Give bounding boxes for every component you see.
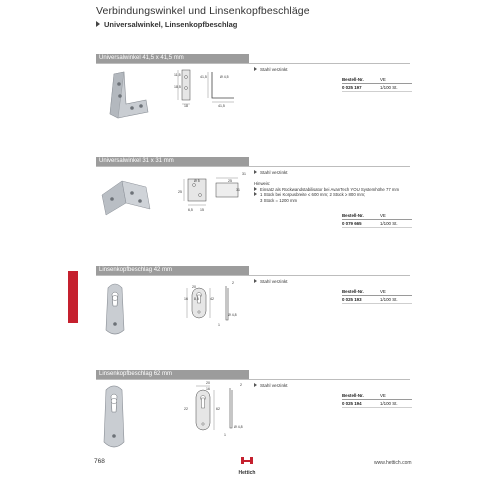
section-divider <box>96 379 410 380</box>
dim-label: 1 <box>218 323 220 327</box>
section-bar: Linsenkopfbeschlag 62 mm <box>96 370 249 379</box>
dim-label: 20 <box>206 381 210 385</box>
order-table <box>342 288 412 304</box>
dim-label: 25 <box>228 179 232 183</box>
bullet-triangle-icon <box>254 192 257 196</box>
material-spec: Stahl verzinkt <box>254 279 288 285</box>
dim-label: 6,5 <box>188 208 193 212</box>
angle-bracket-photo <box>102 70 150 122</box>
order-number: 0 025 197 <box>342 85 362 90</box>
section-linsenkopf-62 <box>96 370 410 437</box>
dim-label: 2 <box>232 281 234 285</box>
material-spec: Stahl verzinkt <box>254 170 288 176</box>
order-header-number: Bestell-Nr. <box>342 289 364 294</box>
dim-label: Ø 5 <box>194 179 200 183</box>
order-header-ve: VE <box>380 213 386 218</box>
chapter-tab <box>68 271 78 323</box>
bullet-triangle-icon <box>254 187 257 191</box>
hint-line: 3 Stück = 1200 mm <box>260 197 298 203</box>
section-linsenkopf-42 <box>96 266 410 327</box>
page-title: Verbindungswinkel und Linsenkopfbeschläge <box>96 5 310 17</box>
order-header-ve: VE <box>380 393 386 398</box>
section-divider <box>96 166 410 167</box>
bullet-triangle-icon <box>254 67 257 71</box>
page-number: 768 <box>94 458 105 465</box>
order-number: 0 079 665 <box>342 221 362 226</box>
section-bar: Linsenkopfbeschlag 42 mm <box>96 266 249 275</box>
angle-bracket-small-photo <box>98 173 154 221</box>
dim-label: 31 <box>236 188 240 192</box>
bullet-triangle-icon <box>96 21 100 27</box>
lens-head-fitting-long-photo <box>100 382 128 452</box>
hint-title: Hinweis: <box>254 181 271 186</box>
dim-label: 31 <box>242 172 246 176</box>
order-header-number: Bestell-Nr. <box>342 77 364 82</box>
hettich-logo-icon <box>240 456 254 465</box>
section-divider <box>96 275 410 276</box>
dim-label: 16 <box>206 387 210 391</box>
order-number: 0 025 193 <box>342 297 362 302</box>
order-table <box>342 212 412 228</box>
section-universalwinkel-31 <box>96 157 410 226</box>
order-ve: 1/100 St. <box>380 297 398 302</box>
lens-head-fitting-drawing <box>182 280 242 328</box>
dim-label: 18 <box>184 104 188 108</box>
dim-label: 41,5 <box>218 104 225 108</box>
dim-label: Ø 4,8 <box>234 425 243 429</box>
order-table <box>342 392 412 408</box>
section-universalwinkel-41 <box>96 54 410 108</box>
hint-note <box>254 181 404 203</box>
dim-label: 8,5 <box>194 297 199 301</box>
dim-label: 62 <box>216 407 220 411</box>
dim-label: 20 <box>192 285 196 289</box>
bullet-triangle-icon <box>254 383 257 387</box>
page-subtitle-text: Universalwinkel, Linsenkopfbeschlag <box>104 20 238 29</box>
section-divider <box>96 63 410 64</box>
dim-label: 1 <box>224 433 226 437</box>
dim-label: 16 <box>184 297 188 301</box>
dim-label: 42 <box>210 297 214 301</box>
order-header-number: Bestell-Nr. <box>342 213 364 218</box>
dim-label: 18,5 <box>174 85 181 89</box>
order-ve: 1/100 St. <box>380 221 398 226</box>
material-spec: Stahl verzinkt <box>254 383 288 389</box>
lens-head-fitting-photo <box>102 280 128 340</box>
dim-label: 22 <box>184 407 188 411</box>
hint-line: 1 Stück bei Korpusbreite ≤ 600 mm; 2 Stück ≥ 800 mm; <box>254 192 404 198</box>
page-subtitle <box>96 20 237 29</box>
section-bar: Universalwinkel 41,5 x 41,5 mm <box>96 54 249 63</box>
material-spec: Stahl verzinkt <box>254 67 288 73</box>
hettich-logo <box>232 452 262 476</box>
dim-label: 41,5 <box>200 75 207 79</box>
order-ve: 1/100 St. <box>380 85 398 90</box>
hint-line: Einsatz als Rückwandstabilisator bei AvanTech YOU Systemhöhe 77 mm <box>254 187 404 193</box>
order-header-ve: VE <box>380 289 386 294</box>
dim-label: 2 <box>240 383 242 387</box>
bullet-triangle-icon <box>254 170 257 174</box>
footer-url[interactable]: www.hettich.com <box>374 460 412 466</box>
angle-bracket-small-drawing <box>176 173 248 213</box>
dim-label: 11,5 <box>174 73 181 77</box>
order-table <box>342 76 412 92</box>
dim-label: 25 <box>178 190 182 194</box>
section-bar: Universalwinkel 31 x 31 mm <box>96 157 249 166</box>
logo-wordmark: Hettich <box>238 470 256 476</box>
order-header-ve: VE <box>380 77 386 82</box>
order-header-number: Bestell-Nr. <box>342 393 364 398</box>
order-number: 0 025 194 <box>342 401 362 406</box>
dim-label: Ø 4,5 <box>220 75 229 79</box>
bullet-triangle-icon <box>254 279 257 283</box>
order-ve: 1/100 St. <box>380 401 398 406</box>
dim-label: Ø 4,8 <box>228 313 237 317</box>
dim-label: 15 <box>200 208 204 212</box>
